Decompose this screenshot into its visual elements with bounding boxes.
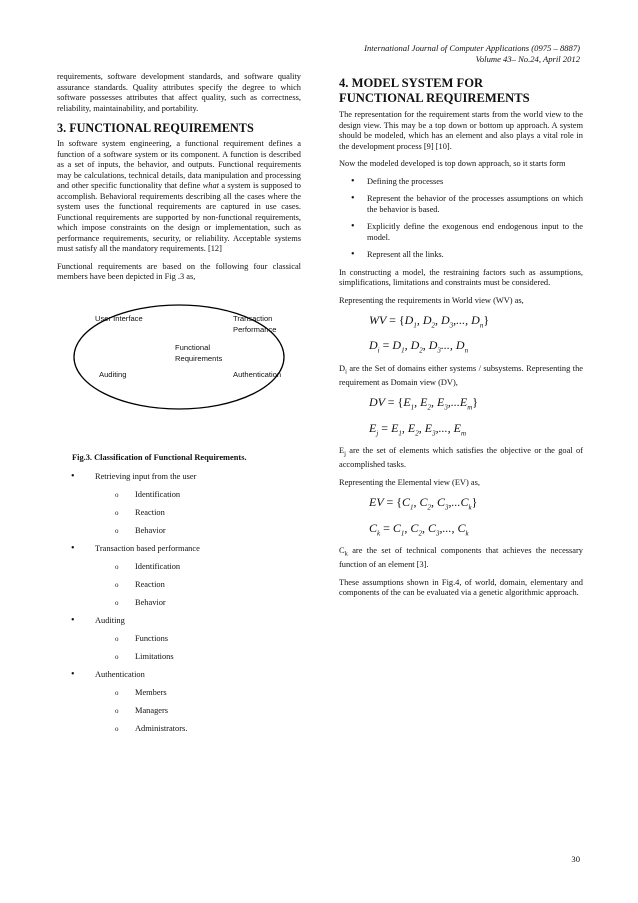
section-4-paragraph-2: Now the modeled developed is top down approach, so it starts form (339, 159, 566, 168)
page-number: 30 (571, 854, 580, 864)
list-subitem: o Functions (95, 634, 301, 643)
list-subitem: o Identification (95, 490, 301, 499)
fig3-caption: Fig.3. Classification of Functional Requirements. (72, 452, 247, 462)
list-item: • Retrieving input from the user o Identification o Reaction o Behavior (57, 472, 301, 535)
list-item: • Represent the behavior of the processes assumptions on which the behavior is based. (339, 194, 583, 215)
equation-ev: EV = {$C_1$, $C_2$, $C_3,...C_k$} (369, 495, 478, 512)
journal-volume: Volume 43– No.24, April 2012 (475, 54, 580, 64)
label-functional-2: Requirements (175, 353, 223, 363)
section-3-heading: 3. FUNCTIONAL REQUIREMENTS (57, 121, 254, 135)
section-4-paragraph-1: The representation for the requirement starts from the world view to the design view. This may be a top down or bottom up approach. A system should be modeled, which has an element and also plays a vital role in the development process [9] [10]. (339, 110, 583, 151)
list-item: • Represent all the links. (339, 250, 583, 261)
list-subitem: o Limitations (95, 652, 301, 661)
label-transaction-1: Transaction (233, 313, 273, 323)
list-item: • Auditing o Functions o Limitations (57, 616, 301, 661)
equation-ej: $E_j = E_1$, $E_2$, $E_3$,..., $E_m$ (369, 420, 467, 438)
label-auditing: Auditing (99, 369, 127, 379)
list-subitem: o Identification (95, 562, 301, 571)
right-column (339, 76, 583, 606)
list-subitem: o Reaction (95, 508, 301, 517)
section-4-paragraph-6: $E_j$ are the set of elements which satisfies the objective or the goal of accomplished tasks. (339, 446, 583, 470)
list-subitem: o Managers (95, 706, 301, 715)
list-item: • Authentication o Members o Managers o Administrators. (57, 670, 301, 733)
list-subitem: o Reaction (95, 580, 301, 589)
equation-di: $D_i = D_1$, $D_2$, $D_3$..., $D_n$ (369, 338, 469, 355)
label-user-interface: User Interface (95, 313, 143, 323)
section-4-paragraph-3: In constructing a model, the restraining factors such as assumptions, simplifications, limitations and constraints must be considered. (339, 267, 583, 287)
list-item: • Transaction based performance o Identification o Reaction o Behavior (57, 544, 301, 607)
list-subitem: o Behavior (95, 598, 301, 607)
model-steps-list (339, 177, 583, 261)
equation-wv: WV = {$D_1$, $D_2$, $D_3$,..., $D_n$} (369, 313, 490, 330)
section-4-heading: 4. MODEL SYSTEM FOR FUNCTIONAL REQUIREMENTS (339, 76, 530, 105)
section-4-paragraph-4: Representing the requirements in World view (WV) as, (339, 295, 524, 305)
section-3-paragraph-2: Functional requirements are based on the following four classical members have been depicted in Fig .3 as, (57, 261, 301, 281)
requirements-list (57, 472, 301, 733)
section-4-paragraph-8: $C_k$ are the set of technical components that achieves the necessary function of an element [3]. (339, 546, 583, 570)
list-item: • Explicitly define the exogenous end endogenous input to the model. (339, 222, 583, 243)
label-authentication: Authentication (233, 369, 282, 379)
section-4-paragraph-9: These assumptions shown in Fig.4, of world, domain, elementary and components of the can be evaluated via a genetic algorithmic approach. (339, 577, 583, 598)
list-item: • Defining the processes (339, 177, 583, 188)
label-transaction-2: Performance (233, 324, 277, 334)
fig3-diagram (57, 299, 301, 429)
label-functional-1: Functional (175, 342, 211, 352)
left-column (57, 72, 301, 742)
equation-dv: DV = {$E_1$, $E_2$, $E_3,...E_m$} (369, 395, 479, 412)
list-subitem: o Behavior (95, 526, 301, 535)
section-3-paragraph-1: In software system engineering, a functional requirement defines a function of a software system or its component. A function is described as a set of inputs, the behavior, and outputs. Functional requirements may be calculations, technical details, data manipulation and processing and other specific functionality that define what a system is supposed to accomplish. Behavioral requirements describing all the cases where the system uses the functional requirements are captured in use cases. Functional requirements are supported by non-functional requirements, which impose constraints on the design or implementation, such as performance requirements, security, or reliability. Acceptable systems must satisfy all the mandatory requirements. [12] (57, 139, 301, 253)
journal-title: International Journal of Computer Applications (0975 – 8887) (364, 43, 580, 53)
list-subitem: o Members (95, 688, 301, 697)
equation-ck: $C_k = C_1$, $C_2$, $C_3$,..., $C_k$ (369, 520, 469, 538)
intro-paragraph: requirements, software development standards, and software quality assurance standards. Quality attributes specify the degree to which software possesses attributes that affect quality, such as correctness, reliability, maintainability, and portability. (57, 72, 301, 113)
list-subitem: o Administrators. (95, 724, 301, 733)
section-4-paragraph-5: $D_i$ are the Set of domains either systems / subsystems. Representing the requirement as Domain view (DV), (339, 363, 583, 387)
journal-header (364, 43, 580, 65)
section-4-paragraph-7: Representing the Elemental view (EV) as, (339, 477, 480, 487)
